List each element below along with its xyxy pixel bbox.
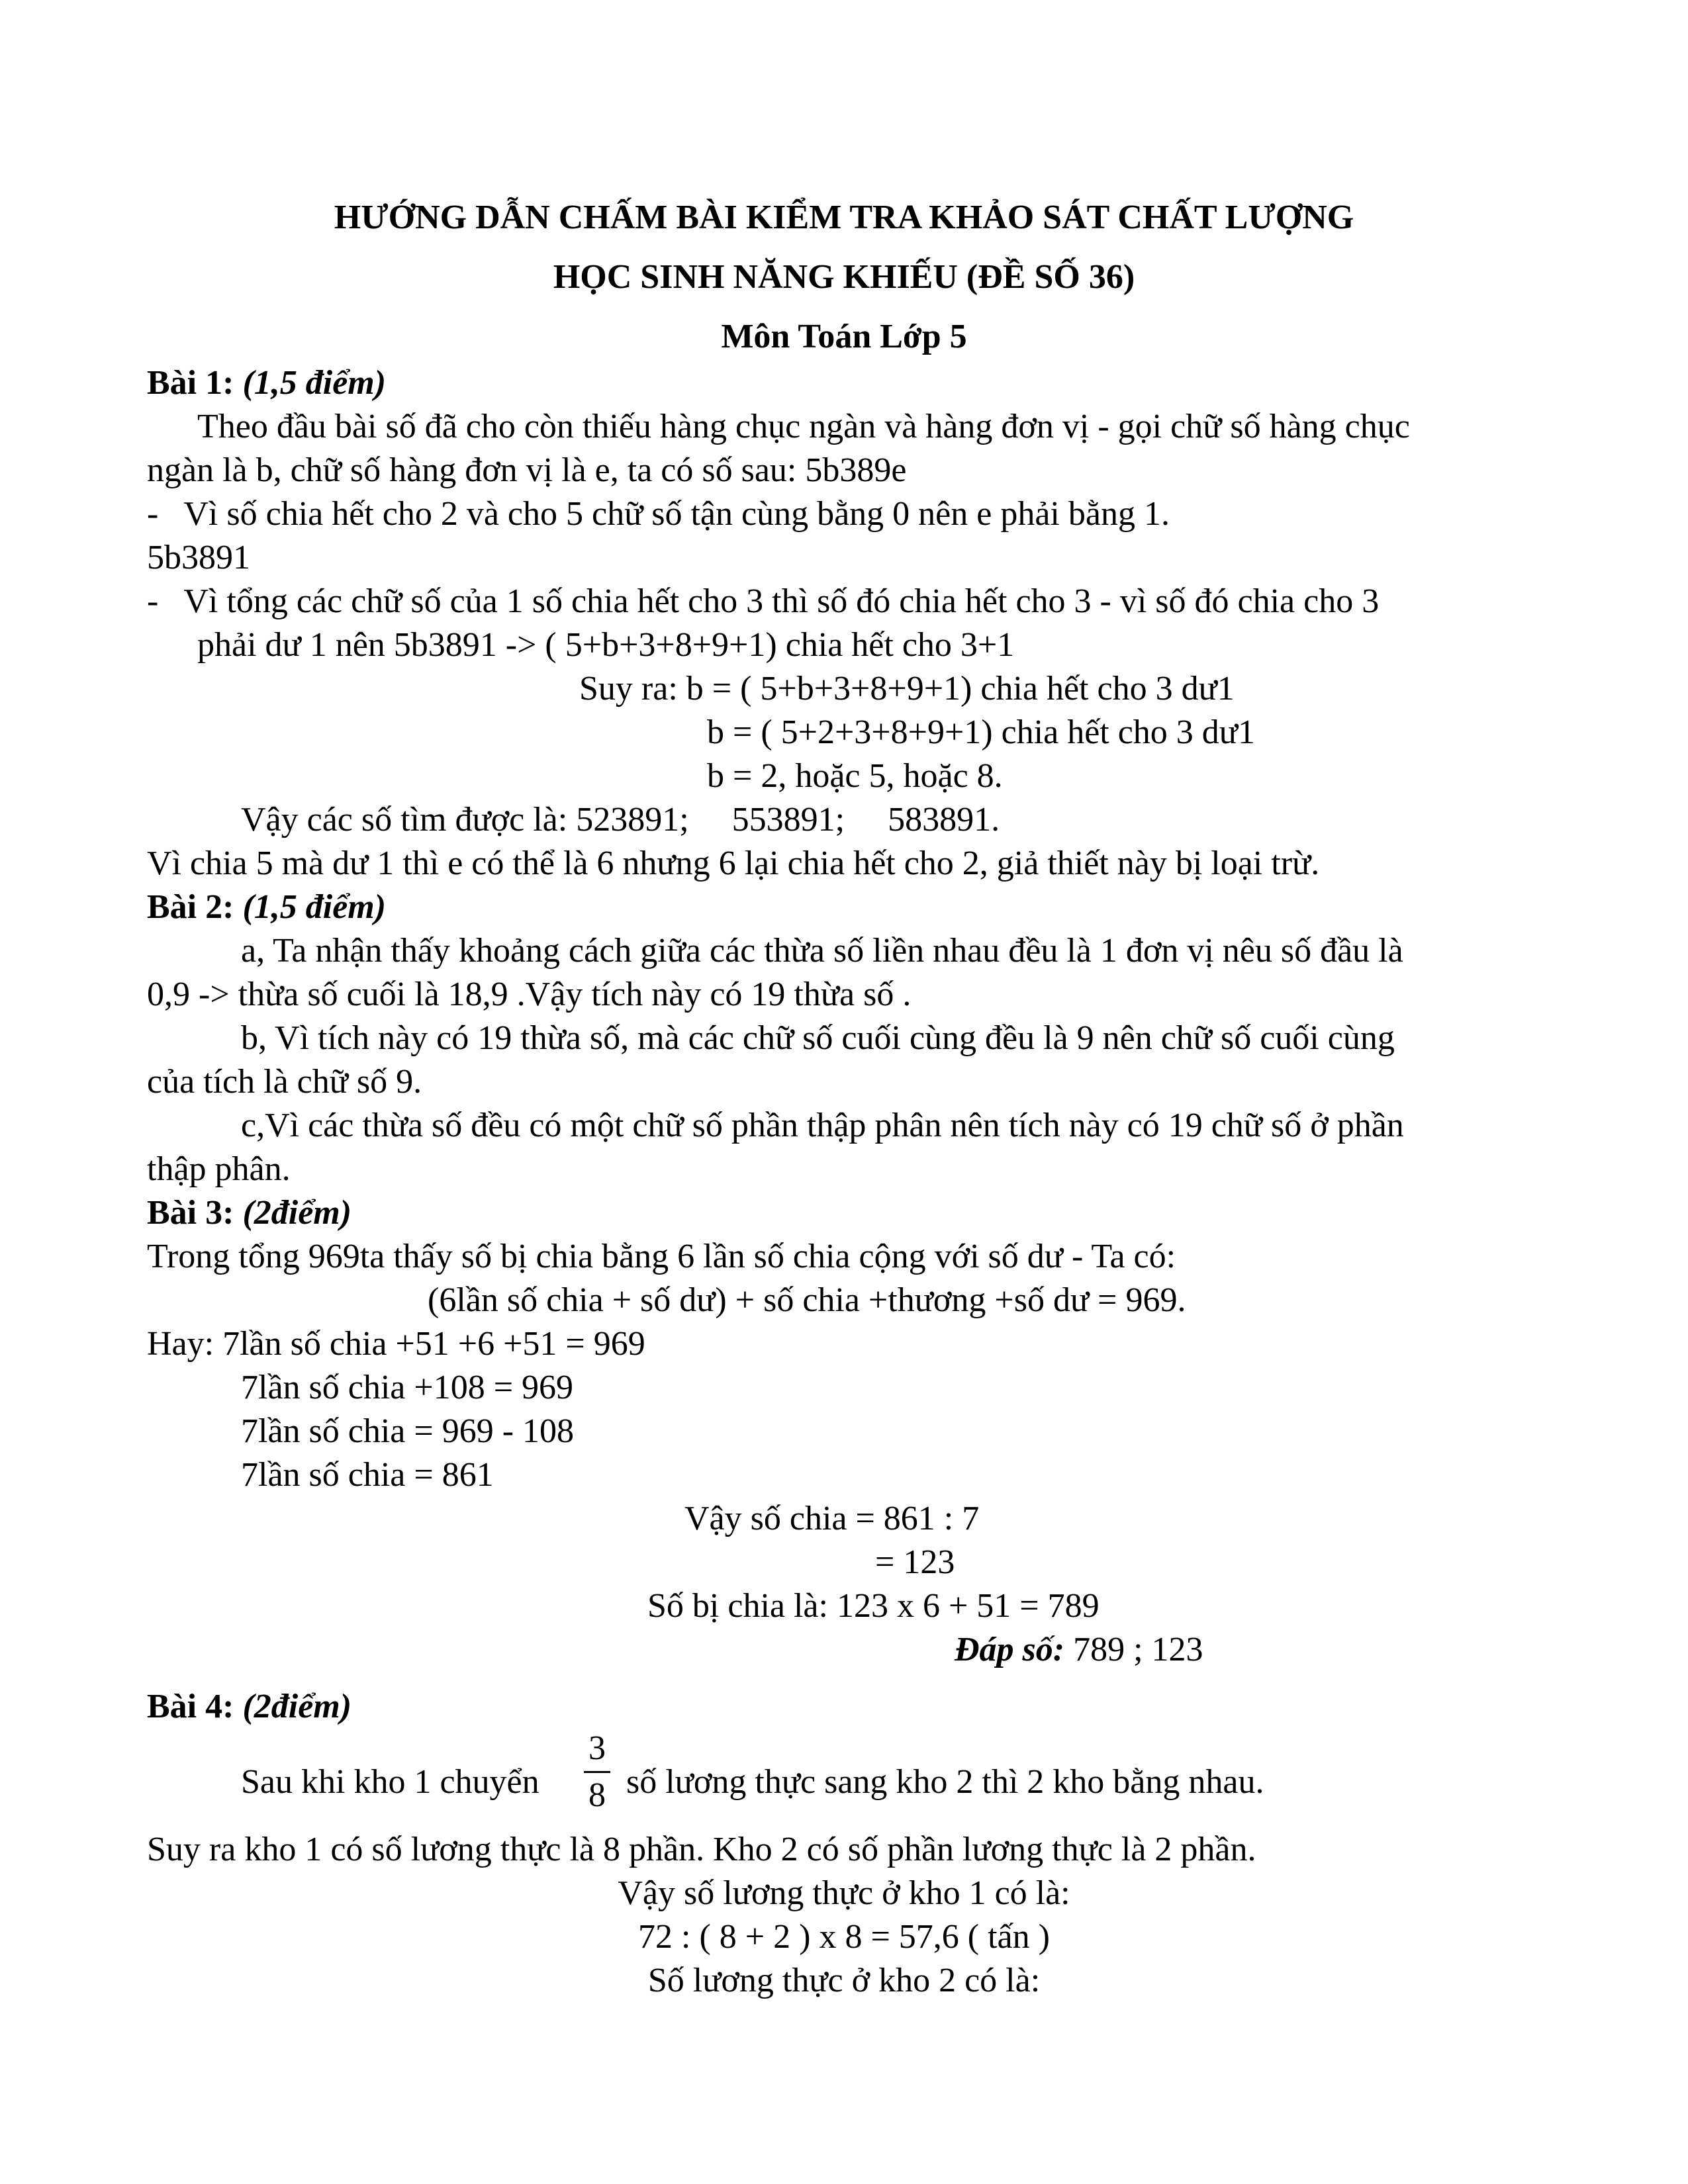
- bai1-line: ngàn là b, chữ số hàng đơn vị là e, ta có số sau: 5b389e: [147, 451, 907, 489]
- bai1-line: b = 2, hoặc 5, hoặc 8.: [707, 757, 1003, 795]
- bai1-heading: [147, 361, 386, 404]
- bai1-line: Vì chia 5 mà dư 1 thì e có thể là 6 nhưng 6 lại chia hết cho 2, giả thiết này bị loại trừ.: [147, 844, 1320, 882]
- bai1-line: phải dư 1 nên 5b3891 -> ( 5+b+3+8+9+1) chia hết cho 3+1: [197, 626, 1015, 664]
- bai3-line: 7lần số chia = 969 - 108: [241, 1412, 575, 1450]
- fraction-denominator: 8: [588, 1776, 606, 1814]
- bai1-line: Suy ra: b = ( 5+b+3+8+9+1) chia hết cho 3 dư1: [579, 670, 1235, 707]
- bai2-label: Bài 2:: [147, 888, 243, 926]
- bai3-heading: [147, 1191, 352, 1234]
- bai4-label: Bài 4:: [147, 1688, 243, 1725]
- bai4-points: (2điểm): [242, 1688, 352, 1725]
- bai4-line-after-fraction: số lương thực sang kho 2 thì 2 kho bằng nhau.: [626, 1763, 1264, 1801]
- bai4-line: 72 : ( 8 + 2 ) x 8 = 57,6 ( tấn ): [638, 1918, 1050, 1956]
- bai1-line: 5b3891: [147, 539, 250, 576]
- subject-grade: Môn Toán Lớp 5: [721, 318, 967, 355]
- bai3-line: (6lần số chia + số dư) + số chia +thương +số dư = 969.: [428, 1281, 1186, 1319]
- bai2-line: b, Vì tích này có 19 thừa số, mà các chữ số cuối cùng đều là 9 nên chữ số cuối cùng: [241, 1019, 1395, 1057]
- bai2-line: 0,9 -> thừa số cuối là 18,9 .Vậy tích này có 19 thừa số .: [147, 976, 912, 1013]
- bai1-line: - Vì tổng các chữ số của 1 số chia hết cho 3 thì số đó chia hết cho 3 - vì số đó chia cho 3: [147, 582, 1380, 620]
- bai3-line: 7lần số chia = 861: [241, 1456, 494, 1494]
- bai2-points: (1,5 điểm): [242, 888, 387, 926]
- fraction-three-eighths: [583, 1730, 612, 1814]
- bai1-result: Vậy các số tìm được là: 523891; 553891; 583891.: [241, 801, 1000, 839]
- bai1-line: b = ( 5+2+3+8+9+1) chia hết cho 3 dư1: [707, 713, 1255, 751]
- bai3-answer: [955, 1628, 1203, 1671]
- bai3-line: Hay: 7lần số chia +51 +6 +51 = 969: [147, 1325, 645, 1363]
- answer-value: 789 ; 123: [1064, 1631, 1203, 1668]
- bai4-line-before-fraction: Sau khi kho 1 chuyển: [241, 1763, 539, 1801]
- bai2-line: a, Ta nhận thấy khoảng cách giữa các thừa số liền nhau đều là 1 đơn vị nêu số đầu là: [241, 932, 1403, 970]
- bai2-line: của tích là chữ số 9.: [147, 1063, 422, 1101]
- fraction-bar: [584, 1771, 610, 1773]
- bai4-heading: [147, 1685, 352, 1728]
- bai2-heading: [147, 886, 386, 929]
- bai4-line: Vậy số lương thực ở kho 1 có là:: [618, 1874, 1070, 1912]
- fraction-numerator: 3: [588, 1729, 606, 1767]
- document-subtitle: HỌC SINH NĂNG KHIẾU (ĐỀ SỐ 36): [553, 258, 1135, 296]
- bai3-label: Bài 3:: [147, 1194, 243, 1232]
- document-title: HƯỚNG DẪN CHẤM BÀI KIỂM TRA KHẢO SÁT CHẤT LƯỢNG: [334, 199, 1354, 236]
- bai3-line: Vậy số chia = 861 : 7: [684, 1500, 980, 1537]
- bai1-label: Bài 1:: [147, 364, 243, 402]
- bai2-line: thập phân.: [147, 1150, 291, 1188]
- bai3-line: Số bị chia là: 123 x 6 + 51 = 789: [647, 1587, 1100, 1625]
- bai4-line: Số lương thực ở kho 2 có là:: [647, 1962, 1041, 1999]
- bai3-points: (2điểm): [242, 1194, 352, 1232]
- bai4-line: Suy ra kho 1 có số lương thực là 8 phần. Kho 2 có số phần lương thực là 2 phần.: [147, 1831, 1256, 1868]
- bai3-line: = 123: [875, 1543, 955, 1581]
- answer-label: Đáp số:: [955, 1631, 1065, 1668]
- bai2-line: c,Vì các thừa số đều có một chữ số phần thập phân nên tích này có 19 chữ số ở phần: [241, 1107, 1404, 1144]
- bai1-points: (1,5 điểm): [242, 364, 387, 402]
- bai3-line: 7lần số chia +108 = 969: [241, 1369, 574, 1406]
- bai1-line: Theo đầu bài số đã cho còn thiếu hàng chục ngàn và hàng đơn vị - gọi chữ số hàng chục: [197, 408, 1410, 445]
- bai1-line: - Vì số chia hết cho 2 và cho 5 chữ số tận cùng bằng 0 nên e phải bằng 1.: [147, 495, 1170, 533]
- bai3-line: Trong tổng 969ta thấy số bị chia bằng 6 lần số chia cộng với số dư - Ta có:: [147, 1238, 1176, 1275]
